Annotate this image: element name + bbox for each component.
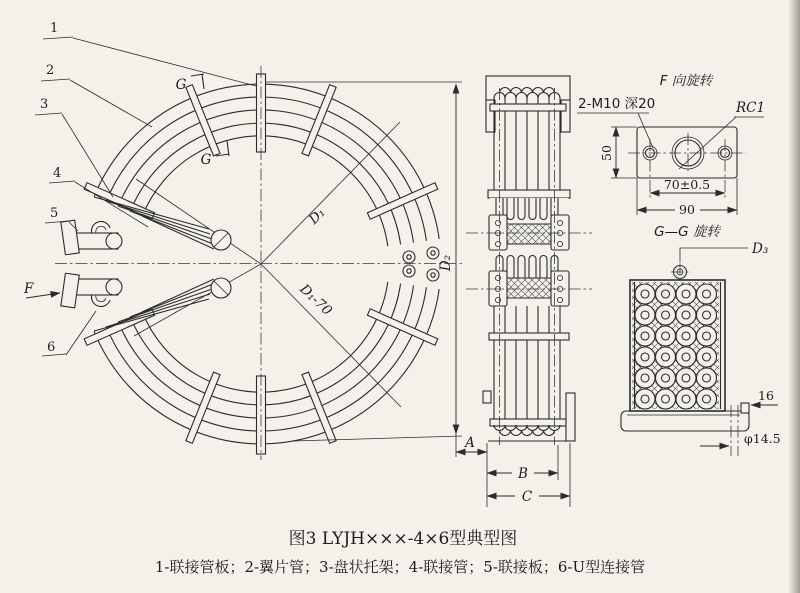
part-callouts <box>23 21 256 356</box>
plan-view-coil <box>23 21 465 460</box>
coil-tube-arcs <box>94 84 439 444</box>
side-wing-bracket <box>566 393 575 441</box>
lower-connection-assembly <box>466 252 592 306</box>
tapped-hole-callout: 2-M10 深20 <box>578 96 656 112</box>
bottom-u-bends <box>494 425 560 436</box>
detail-gg-title: G—G 旋转 <box>654 224 720 240</box>
dim-label-50: 50 <box>599 145 614 161</box>
dim-label-d1-minus-70: D₁-70 <box>296 281 336 319</box>
detail-view-gg <box>621 224 781 456</box>
dim-label-70: 70±0.5 <box>663 177 711 192</box>
detail-view-f <box>577 73 765 217</box>
connection-plate-left <box>489 271 507 306</box>
upper-connection-assembly <box>466 198 592 252</box>
part-label-5: 5 <box>50 206 59 221</box>
dim-label-90: 90 <box>679 202 695 217</box>
dim-label-dia14-5: φ14.5 <box>744 431 781 446</box>
part-label-4: 4 <box>53 166 62 181</box>
figure-legend: 1-联接管板；2-翼片管；3-盘状托架；4-联接管；5-联接板；6-U型连接管 <box>154 558 646 576</box>
connection-flange-plate <box>61 273 79 308</box>
tube-band <box>489 333 569 340</box>
section-g-label-top: G <box>175 77 187 93</box>
dim-label-d1: D₁ <box>305 204 329 228</box>
detail-f-title: F 向旋转 <box>659 73 713 89</box>
connection-plate-right <box>551 271 569 306</box>
side-elevation-view <box>456 76 592 507</box>
tube-plate-section <box>507 278 551 298</box>
dim-label-d2: D₂ <box>438 254 454 272</box>
tube-plate-section <box>507 224 551 244</box>
tube-band <box>488 190 570 198</box>
dim-label-a: A <box>465 435 475 451</box>
part-label-1: 1 <box>50 21 59 36</box>
dim-label-c: C <box>521 489 533 505</box>
view-f-label: F <box>24 281 34 297</box>
part-label-6: 6 <box>47 340 56 355</box>
dim-label-b: B <box>518 466 528 482</box>
dim-label-16: 16 <box>758 388 774 403</box>
dim-label-d3: D₃ <box>752 241 769 257</box>
figure-caption: 图3 LYJH×××-4×6型典型图 <box>288 529 518 549</box>
lower-coil-end-fitting <box>61 273 231 331</box>
top-bracket-plate <box>486 76 570 106</box>
part-label-3: 3 <box>40 97 49 112</box>
rc1-callout: RC1 <box>736 100 766 116</box>
section-g-label-bottom: G <box>200 152 212 168</box>
dim-abc <box>456 435 570 507</box>
u-return-tube-ends <box>403 247 439 281</box>
connection-flange-plate <box>61 220 79 255</box>
part-label-2: 2 <box>46 63 55 78</box>
flange-plate-outline <box>637 127 737 178</box>
